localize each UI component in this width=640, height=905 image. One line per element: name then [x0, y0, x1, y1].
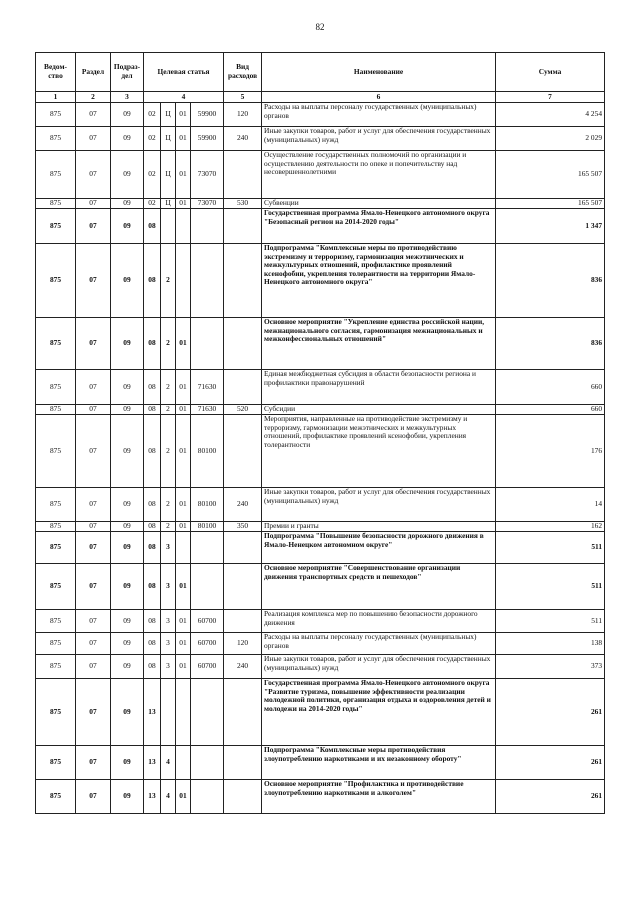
row-target-direction — [191, 244, 224, 318]
row-target-measure: 01 — [176, 370, 191, 405]
row-podrazdel: 09 — [111, 780, 144, 814]
row-target-program: 08 — [144, 405, 161, 415]
row-razdel: 07 — [76, 633, 111, 655]
row-razdel: 07 — [76, 655, 111, 679]
row-name: Иные закупки товаров, работ и услуг для обеспечения государственных (муниципальных) нужд — [262, 127, 496, 151]
row-target-direction: 71630 — [191, 370, 224, 405]
header-summa: Сумма — [496, 53, 605, 92]
row-name: Мероприятия, направленные на противодействие экстремизму и терроризму, гармонизации межэтнических и межкультурных отношений, профилактике проявлений ксенофобии, укрепления толерантности — [262, 415, 496, 488]
row-name: Субвенции — [262, 199, 496, 209]
row-sum: 14 — [496, 488, 605, 522]
row-podrazdel: 09 — [111, 746, 144, 780]
row-target-subprogram: 2 — [161, 405, 176, 415]
row-target-subprogram — [161, 679, 176, 746]
row-target-subprogram: 2 — [161, 244, 176, 318]
row-target-direction — [191, 209, 224, 244]
table-row — [36, 318, 605, 370]
row-vedomstvo: 875 — [36, 633, 76, 655]
row-razdel: 07 — [76, 244, 111, 318]
row-vedomstvo: 875 — [36, 405, 76, 415]
row-podrazdel: 09 — [111, 127, 144, 151]
row-vedomstvo: 875 — [36, 199, 76, 209]
row-target-subprogram: 2 — [161, 318, 176, 370]
row-podrazdel: 09 — [111, 488, 144, 522]
row-vedomstvo: 875 — [36, 564, 76, 610]
row-sum: 165 507 — [496, 151, 605, 199]
row-sum: 261 — [496, 679, 605, 746]
row-target-measure: 01 — [176, 103, 191, 127]
row-sum: 165 507 — [496, 199, 605, 209]
row-vedomstvo: 875 — [36, 488, 76, 522]
row-razdel: 07 — [76, 532, 111, 564]
row-target-direction: 59900 — [191, 127, 224, 151]
row-target-program: 08 — [144, 209, 161, 244]
header-tselevaya-statya: Целевая статья — [144, 53, 224, 92]
row-name: Основное мероприятие "Укрепление единства российской нации, межнационального согласия, гармонизация межнациональных и межконфессиональных отношений" — [262, 318, 496, 370]
row-podrazdel: 09 — [111, 370, 144, 405]
row-target-subprogram: 4 — [161, 746, 176, 780]
row-vid-rashodov: 350 — [224, 522, 262, 532]
row-vid-rashodov: 530 — [224, 199, 262, 209]
row-sum: 261 — [496, 746, 605, 780]
row-vid-rashodov — [224, 244, 262, 318]
row-target-measure — [176, 746, 191, 780]
row-razdel: 07 — [76, 151, 111, 199]
column-number: 1 — [36, 92, 76, 103]
row-vedomstvo: 875 — [36, 127, 76, 151]
row-vedomstvo: 875 — [36, 370, 76, 405]
row-vid-rashodov — [224, 564, 262, 610]
row-name: Основное мероприятие "Профилактика и противодействие злоупотреблению наркотиками и алкоголем" — [262, 780, 496, 814]
row-podrazdel: 09 — [111, 610, 144, 633]
row-vid-rashodov — [224, 209, 262, 244]
row-vedomstvo: 875 — [36, 103, 76, 127]
row-target-program: 08 — [144, 633, 161, 655]
row-sum: 373 — [496, 655, 605, 679]
row-sum: 511 — [496, 610, 605, 633]
row-target-measure: 01 — [176, 610, 191, 633]
row-vedomstvo: 875 — [36, 151, 76, 199]
table-row — [36, 564, 605, 610]
row-vid-rashodov: 240 — [224, 127, 262, 151]
row-podrazdel: 09 — [111, 209, 144, 244]
row-vedomstvo: 875 — [36, 415, 76, 488]
column-number-row — [36, 92, 605, 103]
table-row — [36, 633, 605, 655]
row-vedomstvo: 875 — [36, 679, 76, 746]
row-podrazdel: 09 — [111, 633, 144, 655]
header-podrazdel: Подраз-дел — [111, 53, 144, 92]
row-target-program: 08 — [144, 522, 161, 532]
row-target-direction: 80100 — [191, 522, 224, 532]
table-row — [36, 199, 605, 209]
row-vid-rashodov: 240 — [224, 655, 262, 679]
row-sum: 511 — [496, 564, 605, 610]
row-name: Осуществление государственных полномочий по организации и осуществлению деятельности по опеке и попечительству над несовершеннолетними — [262, 151, 496, 199]
column-number: 4 — [144, 92, 224, 103]
table-row — [36, 370, 605, 405]
row-target-direction — [191, 780, 224, 814]
column-number: 6 — [262, 92, 496, 103]
row-target-measure: 01 — [176, 151, 191, 199]
row-sum: 836 — [496, 244, 605, 318]
row-target-measure: 01 — [176, 522, 191, 532]
row-target-program: 08 — [144, 318, 161, 370]
row-target-program: 08 — [144, 370, 161, 405]
row-target-measure: 01 — [176, 633, 191, 655]
row-name: Государственная программа Ямало-Ненецкого автономного округа "Развитие туризма, повышение эффективности реализации молодежной политики, организация отдыха и оздоровления детей и молодежи на 2014-2020 годы" — [262, 679, 496, 746]
row-target-direction: 80100 — [191, 415, 224, 488]
row-razdel: 07 — [76, 522, 111, 532]
row-target-program: 13 — [144, 746, 161, 780]
row-target-subprogram: Ц — [161, 199, 176, 209]
row-target-measure: 01 — [176, 415, 191, 488]
row-razdel: 07 — [76, 209, 111, 244]
row-vedomstvo: 875 — [36, 655, 76, 679]
row-podrazdel: 09 — [111, 564, 144, 610]
row-target-subprogram: 3 — [161, 532, 176, 564]
column-number: 3 — [111, 92, 144, 103]
table-row — [36, 415, 605, 488]
row-vid-rashodov — [224, 151, 262, 199]
row-razdel: 07 — [76, 405, 111, 415]
row-target-measure — [176, 532, 191, 564]
budget-table — [35, 52, 605, 814]
row-target-direction: 60700 — [191, 610, 224, 633]
row-name: Премии и гранты — [262, 522, 496, 532]
table-row — [36, 655, 605, 679]
row-target-direction — [191, 746, 224, 780]
table-row — [36, 746, 605, 780]
row-razdel: 07 — [76, 127, 111, 151]
row-target-subprogram: 2 — [161, 488, 176, 522]
row-name: Иные закупки товаров, работ и услуг для обеспечения государственных (муниципальных) нужд — [262, 655, 496, 679]
table-row — [36, 151, 605, 199]
row-sum: 4 254 — [496, 103, 605, 127]
table-row — [36, 532, 605, 564]
row-podrazdel: 09 — [111, 244, 144, 318]
table-row — [36, 127, 605, 151]
row-name: Субсидии — [262, 405, 496, 415]
row-target-measure: 01 — [176, 127, 191, 151]
row-vedomstvo: 875 — [36, 780, 76, 814]
row-target-subprogram: 2 — [161, 370, 176, 405]
row-target-program: 08 — [144, 488, 161, 522]
row-name: Подпрограмма "Комплексные меры противодействия злоупотреблению наркотиками и их незаконному обороту" — [262, 746, 496, 780]
page-number: 82 — [315, 22, 325, 32]
row-name: Подпрограмма "Повышение безопасности дорожного движения в Ямало-Ненецком автономном округе" — [262, 532, 496, 564]
row-name: Иные закупки товаров, работ и услуг для обеспечения государственных (муниципальных) нужд — [262, 488, 496, 522]
table-row — [36, 522, 605, 532]
row-podrazdel: 09 — [111, 199, 144, 209]
row-target-program: 08 — [144, 532, 161, 564]
row-vid-rashodov: 520 — [224, 405, 262, 415]
row-vid-rashodov — [224, 370, 262, 405]
row-target-measure — [176, 209, 191, 244]
row-vedomstvo: 875 — [36, 532, 76, 564]
row-podrazdel: 09 — [111, 415, 144, 488]
row-target-measure: 01 — [176, 564, 191, 610]
row-sum: 261 — [496, 780, 605, 814]
row-target-measure: 01 — [176, 405, 191, 415]
row-sum: 1 347 — [496, 209, 605, 244]
row-razdel: 07 — [76, 370, 111, 405]
row-podrazdel: 09 — [111, 318, 144, 370]
row-razdel: 07 — [76, 564, 111, 610]
table-row — [36, 405, 605, 415]
row-target-direction — [191, 318, 224, 370]
row-podrazdel: 09 — [111, 405, 144, 415]
header-row — [36, 53, 605, 92]
row-target-program: 08 — [144, 244, 161, 318]
row-target-program: 13 — [144, 679, 161, 746]
row-vedomstvo: 875 — [36, 610, 76, 633]
row-target-program: 08 — [144, 610, 161, 633]
row-vedomstvo: 875 — [36, 318, 76, 370]
header-vid-rashodov: Вид расходов — [224, 53, 262, 92]
table-row — [36, 488, 605, 522]
row-sum: 660 — [496, 405, 605, 415]
row-vid-rashodov — [224, 679, 262, 746]
row-target-measure: 01 — [176, 655, 191, 679]
row-name: Подпрограмма "Комплексные меры по противодействию экстремизму и терроризму, гармонизация межэтнических и межкультурных отношений, профилактике проявлений ксенофобии, укрепления толерантности на территории Ямало-Ненецкого автономного округа" — [262, 244, 496, 318]
table-row — [36, 679, 605, 746]
row-target-subprogram: 2 — [161, 522, 176, 532]
row-razdel: 07 — [76, 780, 111, 814]
row-target-subprogram: 3 — [161, 610, 176, 633]
row-podrazdel: 09 — [111, 103, 144, 127]
row-sum: 138 — [496, 633, 605, 655]
row-sum: 176 — [496, 415, 605, 488]
row-vedomstvo: 875 — [36, 209, 76, 244]
row-name: Расходы на выплаты персоналу государственных (муниципальных) органов — [262, 633, 496, 655]
row-vid-rashodov — [224, 780, 262, 814]
row-target-direction: 60700 — [191, 655, 224, 679]
row-sum: 162 — [496, 522, 605, 532]
row-vid-rashodov — [224, 746, 262, 780]
row-target-subprogram: 3 — [161, 633, 176, 655]
row-target-subprogram: 3 — [161, 564, 176, 610]
row-target-measure: 01 — [176, 488, 191, 522]
row-target-program: 08 — [144, 415, 161, 488]
row-sum: 511 — [496, 532, 605, 564]
table-row — [36, 103, 605, 127]
row-vid-rashodov — [224, 415, 262, 488]
row-sum: 836 — [496, 318, 605, 370]
table-row — [36, 244, 605, 318]
row-target-program: 13 — [144, 780, 161, 814]
row-target-direction: 73070 — [191, 199, 224, 209]
row-sum: 2 029 — [496, 127, 605, 151]
row-target-direction: 59900 — [191, 103, 224, 127]
row-vid-rashodov — [224, 318, 262, 370]
table-body — [36, 103, 605, 814]
row-vid-rashodov: 240 — [224, 488, 262, 522]
table-row — [36, 780, 605, 814]
row-target-measure: 01 — [176, 318, 191, 370]
row-target-measure: 01 — [176, 780, 191, 814]
row-podrazdel: 09 — [111, 151, 144, 199]
row-target-direction: 73070 — [191, 151, 224, 199]
row-target-subprogram: Ц — [161, 103, 176, 127]
row-vedomstvo: 875 — [36, 522, 76, 532]
row-target-program: 02 — [144, 103, 161, 127]
row-vid-rashodov: 120 — [224, 633, 262, 655]
row-razdel: 07 — [76, 488, 111, 522]
row-razdel: 07 — [76, 746, 111, 780]
row-podrazdel: 09 — [111, 532, 144, 564]
row-target-direction: 80100 — [191, 488, 224, 522]
row-target-measure — [176, 244, 191, 318]
row-razdel: 07 — [76, 318, 111, 370]
row-target-subprogram: 3 — [161, 655, 176, 679]
row-podrazdel: 09 — [111, 522, 144, 532]
row-vedomstvo: 875 — [36, 244, 76, 318]
row-target-subprogram: 2 — [161, 415, 176, 488]
row-target-direction: 71630 — [191, 405, 224, 415]
row-podrazdel: 09 — [111, 655, 144, 679]
table-row — [36, 610, 605, 633]
row-target-direction — [191, 532, 224, 564]
row-target-direction: 60700 — [191, 633, 224, 655]
row-target-program: 02 — [144, 151, 161, 199]
row-razdel: 07 — [76, 679, 111, 746]
row-target-program: 02 — [144, 127, 161, 151]
column-number: 7 — [496, 92, 605, 103]
row-razdel: 07 — [76, 199, 111, 209]
row-vid-rashodov — [224, 532, 262, 564]
row-vedomstvo: 875 — [36, 746, 76, 780]
row-name: Реализация комплекса мер по повышению безопасности дорожного движения — [262, 610, 496, 633]
row-razdel: 07 — [76, 610, 111, 633]
row-sum: 660 — [496, 370, 605, 405]
row-target-program: 08 — [144, 564, 161, 610]
header-naimenovanie: Наименование — [262, 53, 496, 92]
header-vedomstvo: Ведом-ство — [36, 53, 76, 92]
row-target-measure: 01 — [176, 199, 191, 209]
row-vid-rashodov: 120 — [224, 103, 262, 127]
row-name: Государственная программа Ямало-Ненецкого автономного округа "Безопасный регион на 2014-2020 годы" — [262, 209, 496, 244]
row-target-subprogram: 4 — [161, 780, 176, 814]
header-razdel: Раздел — [76, 53, 111, 92]
row-podrazdel: 09 — [111, 679, 144, 746]
row-target-program: 08 — [144, 655, 161, 679]
row-name: Расходы на выплаты персоналу государственных (муниципальных) органов — [262, 103, 496, 127]
row-razdel: 07 — [76, 103, 111, 127]
row-name: Основное мероприятие "Совершенствование организации движения транспортных средств и пешеходов" — [262, 564, 496, 610]
row-vid-rashodov — [224, 610, 262, 633]
row-target-subprogram: Ц — [161, 127, 176, 151]
row-target-direction — [191, 564, 224, 610]
row-target-subprogram: Ц — [161, 151, 176, 199]
row-target-direction — [191, 679, 224, 746]
column-number: 5 — [224, 92, 262, 103]
row-target-program: 02 — [144, 199, 161, 209]
row-razdel: 07 — [76, 415, 111, 488]
column-number: 2 — [76, 92, 111, 103]
row-target-measure — [176, 679, 191, 746]
table-row — [36, 209, 605, 244]
row-name: Единая межбюджетная субсидия в области безопасности региона и профилактики правонарушений — [262, 370, 496, 405]
row-target-subprogram — [161, 209, 176, 244]
